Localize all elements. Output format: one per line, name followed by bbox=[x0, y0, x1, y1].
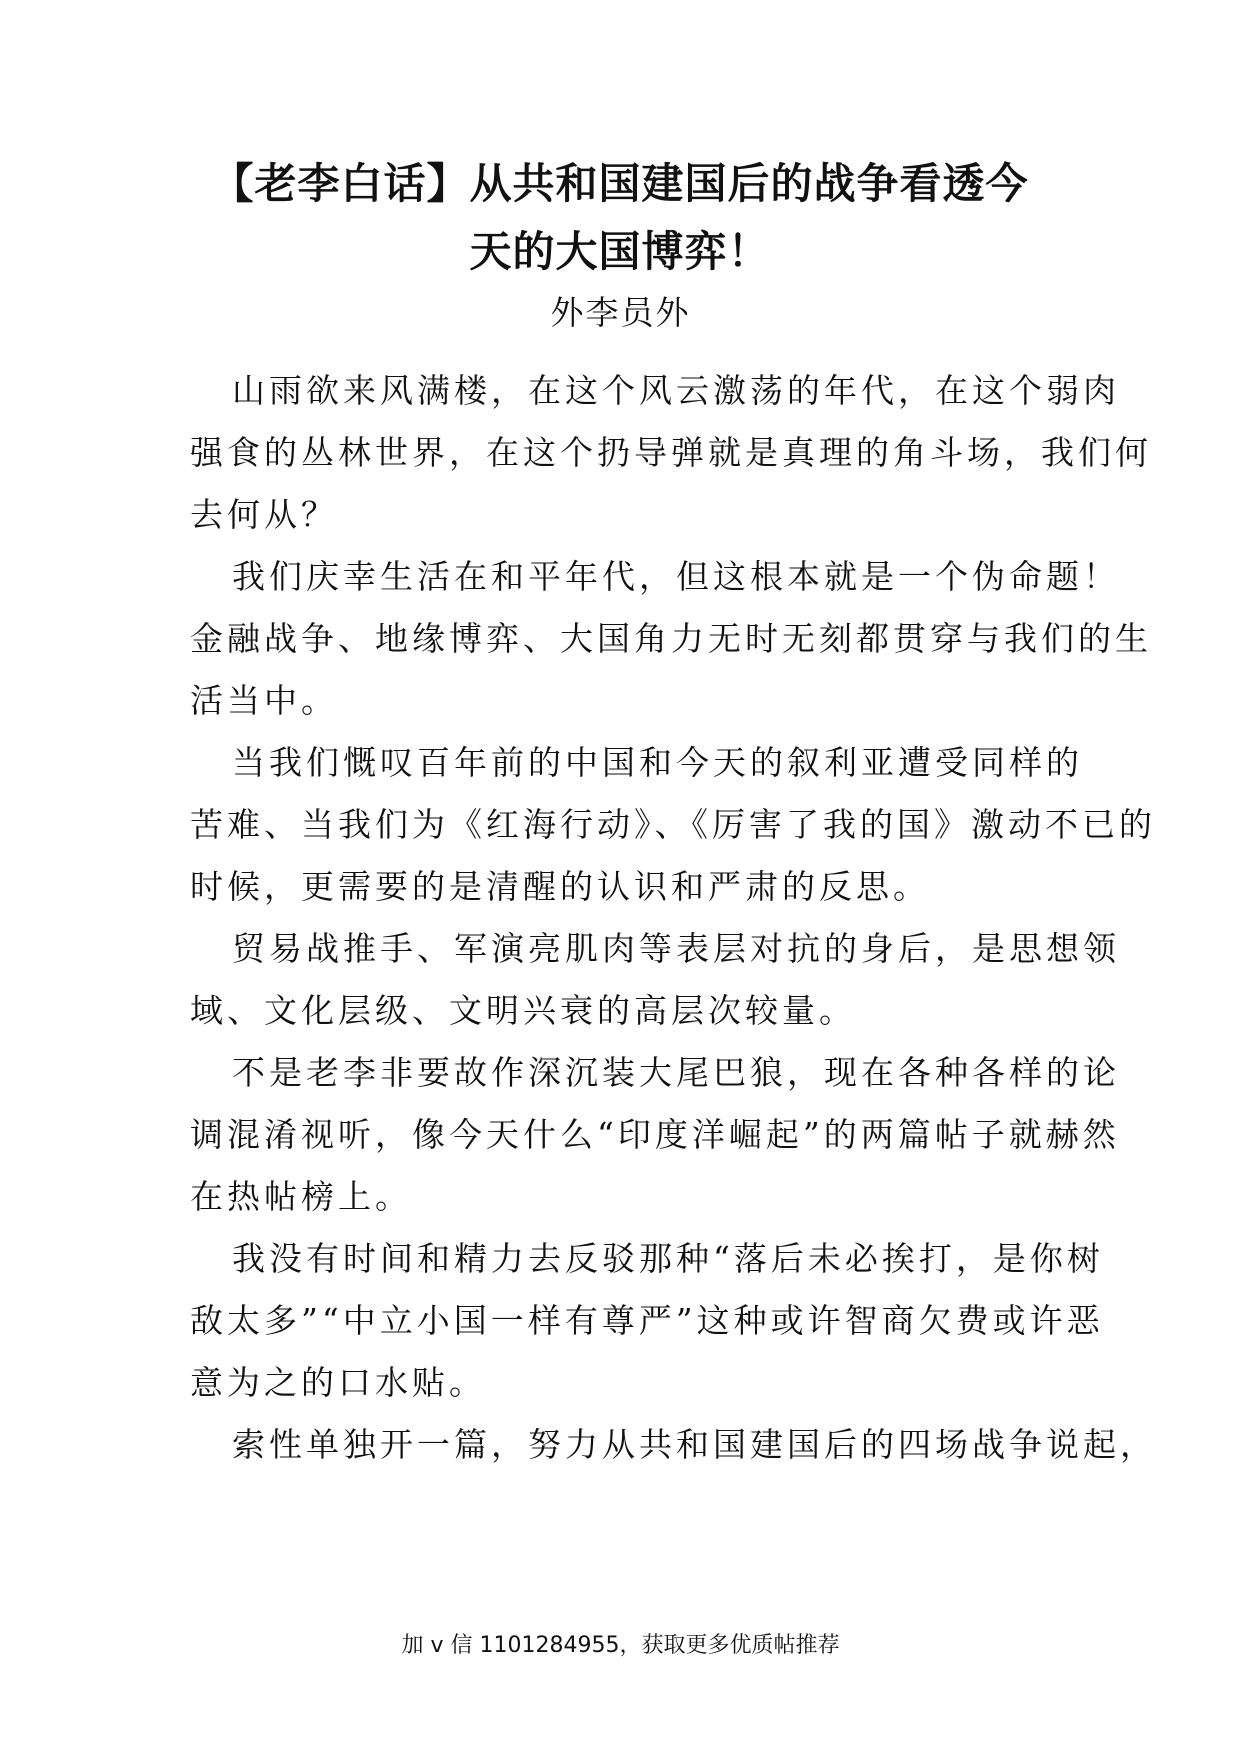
page-footer: 加 v 信 1101284955，获取更多优质帖推荐 bbox=[401, 1633, 840, 1658]
document-author: 外李员外 bbox=[550, 293, 691, 332]
paragraph-1-line-1: 山雨欲来风满楼，在这个风云激荡的年代，在这个弱肉 bbox=[232, 371, 1120, 410]
paragraph-5-line-3: 在热帖榜上。 bbox=[190, 1177, 412, 1216]
paragraph-2-line-3: 活当中。 bbox=[190, 681, 338, 720]
document-title-line-1: 【老李白话】从共和国建国后的战争看透今 bbox=[211, 159, 1029, 208]
paragraph-1-line-3: 去何从？ bbox=[190, 495, 338, 534]
document-title-line-2: 天的大国博弈！ bbox=[469, 227, 771, 276]
paragraph-3-line-3: 时候，更需要的是清醒的认识和严肃的反思。 bbox=[190, 867, 930, 906]
paragraph-6-line-2: 敌太多”“中立小国一样有尊严”这种或许智商欠费或许恶 bbox=[190, 1301, 1104, 1340]
paragraph-5-line-1: 不是老李非要故作深沉装大尾巴狼，现在各种各样的论 bbox=[232, 1053, 1120, 1092]
paragraph-4-line-1: 贸易战推手、军演亮肌肉等表层对抗的身后，是思想领 bbox=[232, 929, 1120, 968]
paragraph-2-line-2: 金融战争、地缘博弈、大国角力无时无刻都贯穿与我们的生 bbox=[190, 619, 1152, 658]
paragraph-4-line-2: 域、文化层级、文明兴衰的高层次较量。 bbox=[190, 991, 856, 1030]
paragraph-6-line-3: 意为之的口水贴。 bbox=[190, 1363, 486, 1402]
paragraph-1-line-2: 强食的丛林世界，在这个扔导弹就是真理的角斗场，我们何 bbox=[190, 433, 1152, 472]
paragraph-3-line-2: 苦难、当我们为《红海行动》、《厉害了我的国》激动不已的 bbox=[190, 805, 1156, 844]
paragraph-3-line-1: 当我们慨叹百年前的中国和今天的叙利亚遭受同样的 bbox=[232, 743, 1083, 782]
paragraph-5-line-2: 调混淆视听，像今天什么“印度洋崛起”的两篇帖子就赫然 bbox=[190, 1115, 1120, 1154]
paragraph-2-line-1: 我们庆幸生活在和平年代，但这根本就是一个伪命题！ bbox=[232, 557, 1120, 596]
paragraph-7-line-1: 索性单独开一篇，努力从共和国建国后的四场战争说起， bbox=[232, 1425, 1157, 1464]
paragraph-6-line-1: 我没有时间和精力去反驳那种“落后未必挨打，是你树 bbox=[232, 1239, 1104, 1278]
